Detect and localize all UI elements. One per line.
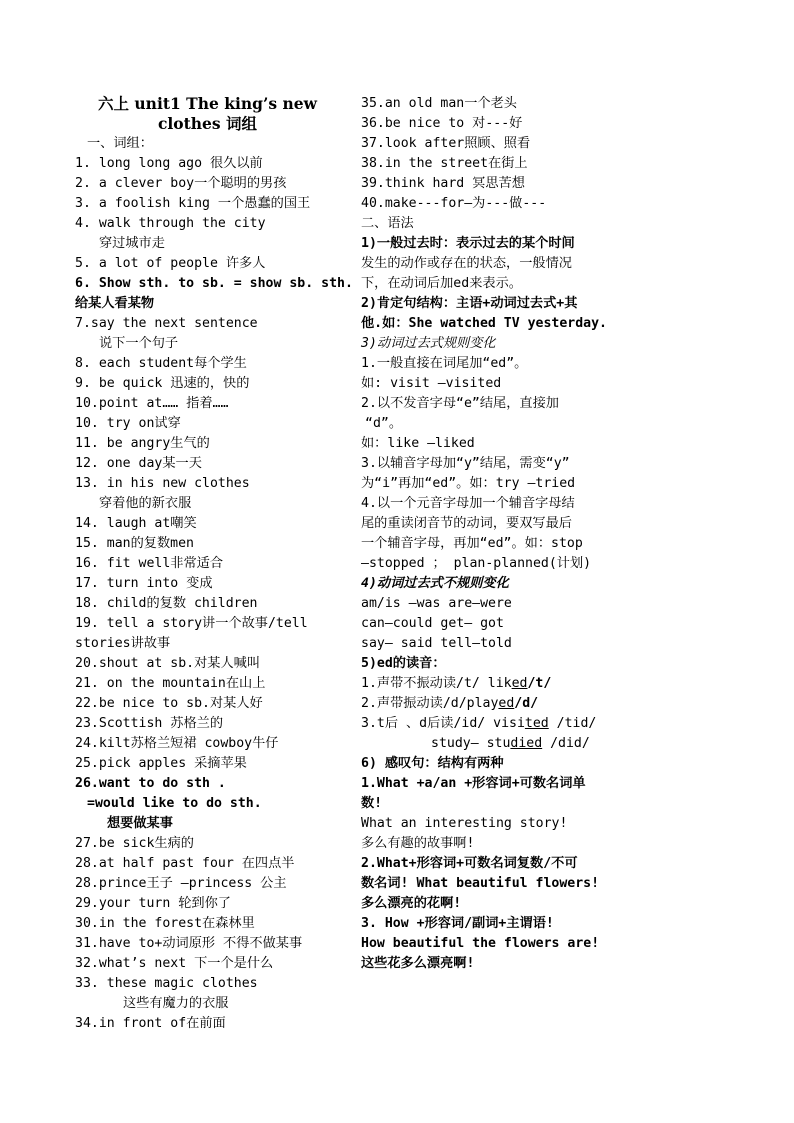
list-item: 5. a lot of people 许多人 (75, 256, 266, 271)
list-item: 11. be angry生气的 (75, 436, 210, 451)
list-item: 23.Scottish 苏格兰的 (75, 716, 224, 731)
ed-underline: ed (498, 696, 515, 711)
grammar-line: 这些花多么漂亮啊! (361, 956, 475, 971)
grammar-line: 他.如：She watched TV yesterday. (361, 316, 607, 331)
grammar-line: 2)肯定句结构：主语+动词过去式+其 (361, 296, 578, 311)
list-item: 6. Show sth. to sb. = show sb. sth. (75, 276, 353, 291)
list-item: 15. man的复数men (75, 536, 194, 551)
list-item: 32.what’s next 下一个是什么 (75, 956, 274, 971)
ed-text: 2.声带振动读/d/play (361, 696, 499, 711)
grammar-line: 为“i”再加“ed”。如：try –tried (361, 476, 576, 491)
list-item: 28.at half past four 在四点半 (75, 856, 295, 871)
grammar-line: can—could get— got (361, 616, 504, 631)
list-item: 30.in the forest在森林里 (75, 916, 255, 931)
list-item: 22.be nice to sb.对某人好 (75, 696, 263, 711)
grammar-line: How beautiful the flowers are! (361, 936, 600, 951)
grammar-line: 一个辅音字母，再加“ed”。如：stop (361, 536, 583, 551)
section-heading: 一、词组： (87, 136, 153, 151)
grammar-line: say— said tell—told (361, 636, 512, 651)
list-item: 26.want to do sth . (75, 776, 226, 791)
list-item: 13. in his new clothes (75, 476, 250, 491)
list-item: 14. laugh at嘲笑 (75, 516, 197, 531)
list-item: 给某人看某物 (75, 296, 155, 311)
list-item: 40.make---for—为---做--- (361, 196, 547, 211)
grammar-line: –stopped ； plan-planned(计划) (361, 556, 592, 571)
ed-pronunciation-line (361, 694, 623, 714)
doc-title-line1: 六上 unit1 The king’s new (98, 94, 317, 113)
grammar-line: 3. How +形容词/副词+主谓语! (361, 916, 554, 931)
ed-pronunciation-line (361, 714, 623, 734)
list-item: 穿着他的新衣服 (99, 496, 192, 511)
list-item: 4. walk through the city (75, 216, 266, 231)
grammar-subheading: 3)动词过去式规则变化 (361, 336, 496, 351)
list-item: 10. try on试穿 (75, 416, 181, 431)
list-item: 34.in front of在前面 (75, 1016, 226, 1031)
grammar-subheading: 4)动词过去式不规则变化 (361, 576, 509, 591)
doc-title-line2: clothes 词组 (157, 114, 258, 133)
grammar-line-bold: 1)一般过去时：表示过去的某个时间 (361, 236, 575, 251)
list-item: 18. child的复数 children (75, 596, 258, 611)
list-item: 19. tell a story讲一个故事/tell (75, 616, 308, 631)
ed-text: /did/ (542, 736, 590, 751)
grammar-line: 2.以不发音字母“e”结尾，直接加 (361, 396, 559, 411)
list-item: 10.point at…… 指着…… (75, 396, 229, 411)
grammar-line: 2.What+形容词+可数名词复数/不可 (361, 856, 578, 871)
list-item: 17. turn into 变成 (75, 576, 213, 591)
list-item: 28.prince王子 –princess 公主 (75, 876, 287, 891)
list-item: 2. a clever boy一个聪明的男孩 (75, 176, 287, 191)
list-item: =would like to do sth. (87, 796, 262, 811)
ed-pronunciation-line (361, 674, 623, 694)
grammar-line: 下，在动词后加ed来表示。 (361, 276, 522, 291)
grammar-line: 1.一般直接在词尾加“ed”。 (361, 356, 528, 371)
grammar-line: 3.以辅音字母加“y”结尾，需变“y” (361, 456, 570, 471)
list-item: 7.say the next sentence (75, 316, 258, 331)
ed-text: /t/ (527, 676, 552, 691)
ed-text: 3.t后 、d后读/id/ visi (361, 716, 525, 731)
grammar-line: 4.以一个元音字母加一个辅音字母结 (361, 496, 575, 511)
list-item: 36.be nice to 对---好 (361, 116, 523, 131)
list-item: 16. fit well非常适合 (75, 556, 224, 571)
list-item: 24.kilt苏格兰短裙 cowboy牛仔 (75, 736, 279, 751)
list-item: 27.be sick生病的 (75, 836, 194, 851)
list-item: 说下一个句子 (99, 336, 179, 351)
list-item: 这些有魔力的衣服 (123, 996, 229, 1011)
grammar-line: What an interesting story! (361, 816, 568, 831)
list-item: 33. these magic clothes (75, 976, 258, 991)
section-heading: 二、语法 (361, 216, 414, 231)
grammar-line: 数! (361, 796, 383, 811)
grammar-line: 如：like –liked (361, 436, 475, 451)
grammar-line: 多么有趣的故事啊! (361, 836, 475, 851)
grammar-line: 多么漂亮的花啊! (361, 896, 462, 911)
grammar-line: 发生的动作或存在的状态，一般情况 (361, 256, 572, 271)
list-item: 39.think hard 冥思苦想 (361, 176, 525, 191)
ed-text: /tid/ (548, 716, 597, 731)
list-item: 20.shout at sb.对某人喊叫 (75, 656, 261, 671)
grammar-line: 数名词! What beautiful flowers! (361, 876, 600, 891)
list-item: 21. on the mountain在山上 (75, 676, 266, 691)
ed-underline: ed (511, 676, 528, 691)
list-item: 穿过城市走 (99, 236, 165, 251)
ed-underline: died (510, 736, 543, 751)
grammar-subheading: 6) 感叹句：结构有两种 (361, 756, 504, 771)
grammar-line: am/is —was are—were (361, 596, 512, 611)
list-item: 1. long long ago 很久以前 (75, 156, 263, 171)
list-item: 想要做某事 (107, 816, 173, 831)
ed-text: 1.声带不振动读/t/ lik (361, 676, 512, 691)
list-item: 35.an old man一个老头 (361, 96, 517, 111)
grammar-subheading: 5)ed的读音： (361, 656, 446, 671)
list-item: 9. be quick 迅速的，快的 (75, 376, 250, 391)
list-item: 38.in the street在街上 (361, 156, 528, 171)
right-column (361, 94, 623, 974)
list-item: stories讲故事 (75, 636, 171, 651)
grammar-line: “d”。 (365, 416, 403, 431)
grammar-line: 如: visit –visited (361, 376, 502, 391)
list-item: 37.look after照顾、照看 (361, 136, 531, 151)
list-item: 29.your turn 轮到你了 (75, 896, 231, 911)
ed-underline: ted (524, 716, 549, 731)
left-column (75, 94, 353, 1034)
ed-pronunciation-line (361, 734, 623, 754)
list-item: 8. each student每个学生 (75, 356, 247, 371)
ed-text: study— stu (431, 736, 511, 751)
list-item: 3. a foolish king 一个愚蠢的国王 (75, 196, 311, 211)
list-item: 25.pick apples 采摘苹果 (75, 756, 247, 771)
grammar-line (361, 234, 623, 254)
grammar-line: 尾的重读闭音节的动词，要双写最后 (361, 516, 572, 531)
list-item: 31.have to+动词原形 不得不做某事 (75, 936, 303, 951)
ed-text: /d/ (514, 696, 539, 711)
grammar-line: 1.What +a/an +形容词+可数名词单 (361, 776, 586, 791)
list-item: 12. one day某一天 (75, 456, 202, 471)
